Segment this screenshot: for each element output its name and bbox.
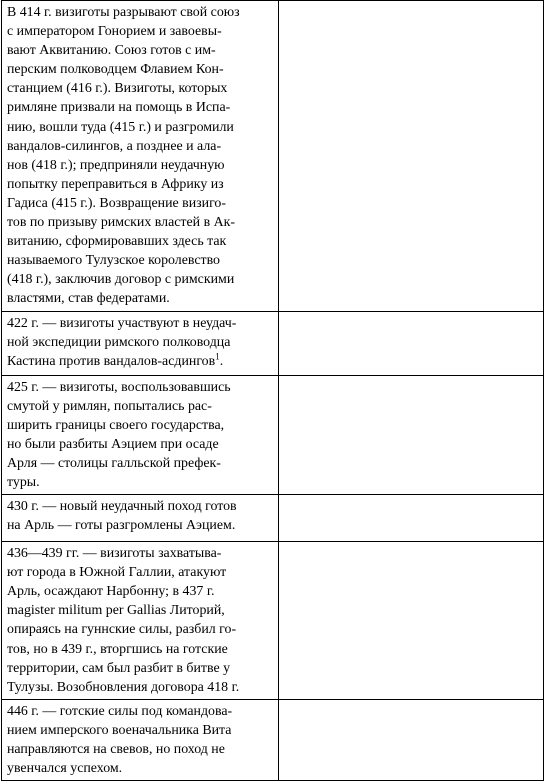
chronology-table-body xyxy=(2,1,544,781)
empty-cell xyxy=(279,699,544,780)
empty-cell xyxy=(279,1,544,312)
empty-cell xyxy=(279,311,544,375)
table-row xyxy=(2,375,544,495)
empty-cell xyxy=(279,542,544,700)
table-row xyxy=(2,699,544,780)
event-cell-436-439: 436—439 гг. — визиготы захватыва- ют города в Южной Галлии, атакуют Арль, осаждают Нарбонну; в 437 г. magister militum per Gallias Литорий, опираясь на гуннские силы, разбил го- тов, но в 439 г., вторгшись на готские территории, сам был разбит в битве у Тулузы. Возобновления договора 418 г. xyxy=(2,542,279,700)
table-row xyxy=(2,311,544,375)
table-row xyxy=(2,495,544,542)
event-text-422-tail: . xyxy=(219,353,224,369)
event-text-422: 422 г. — визиготы участвуют в неудач- ной экспедиции римского полководца Кастина против вандалов-асдингов xyxy=(7,315,237,369)
event-cell-430: 430 г. — новый неудачный поход готов на Арль — готы разгромлены Аэцием. xyxy=(2,495,279,542)
event-cell-414: В 414 г. визиготы разрывают свой союз с императором Гонорием и завоевы- вают Аквитанию. Союз готов с им- перским полководцем Флавием Кон- станцием (416 г.). Визиготы, которых римляне призвали на помощь в Испа- нию, вошли туда (415 г.) и разгромили вандалов-силингов, а позднее и ала- нов (418 г.); предприняли неудачную попытку переправиться в Африку из Гадиса (415 г.). Возвращение визиго- тов по призыву римских властей в Ак- витанию, сформировавших здесь так называемого Тулузское королевство (418 г.), заключив договор с римскими властями, став федератами. xyxy=(2,1,279,312)
table-row xyxy=(2,1,544,312)
event-cell-446: 446 г. — готские силы под командова- нием имперского военачальника Вита направляются на свевов, но поход не увенчался успехом. xyxy=(2,699,279,780)
empty-cell xyxy=(279,375,544,495)
chronology-table xyxy=(1,0,544,781)
event-cell-422 xyxy=(2,311,279,375)
table-row xyxy=(2,542,544,700)
empty-cell xyxy=(279,495,544,542)
event-cell-425: 425 г. — визиготы, воспользовавшись смутой у римлян, попытались рас- ширить границы своего государства, но были разбиты Аэцием при осаде Арля — столицы галльской префек- туры. xyxy=(2,375,279,495)
footnote-marker: 1 xyxy=(215,351,220,362)
